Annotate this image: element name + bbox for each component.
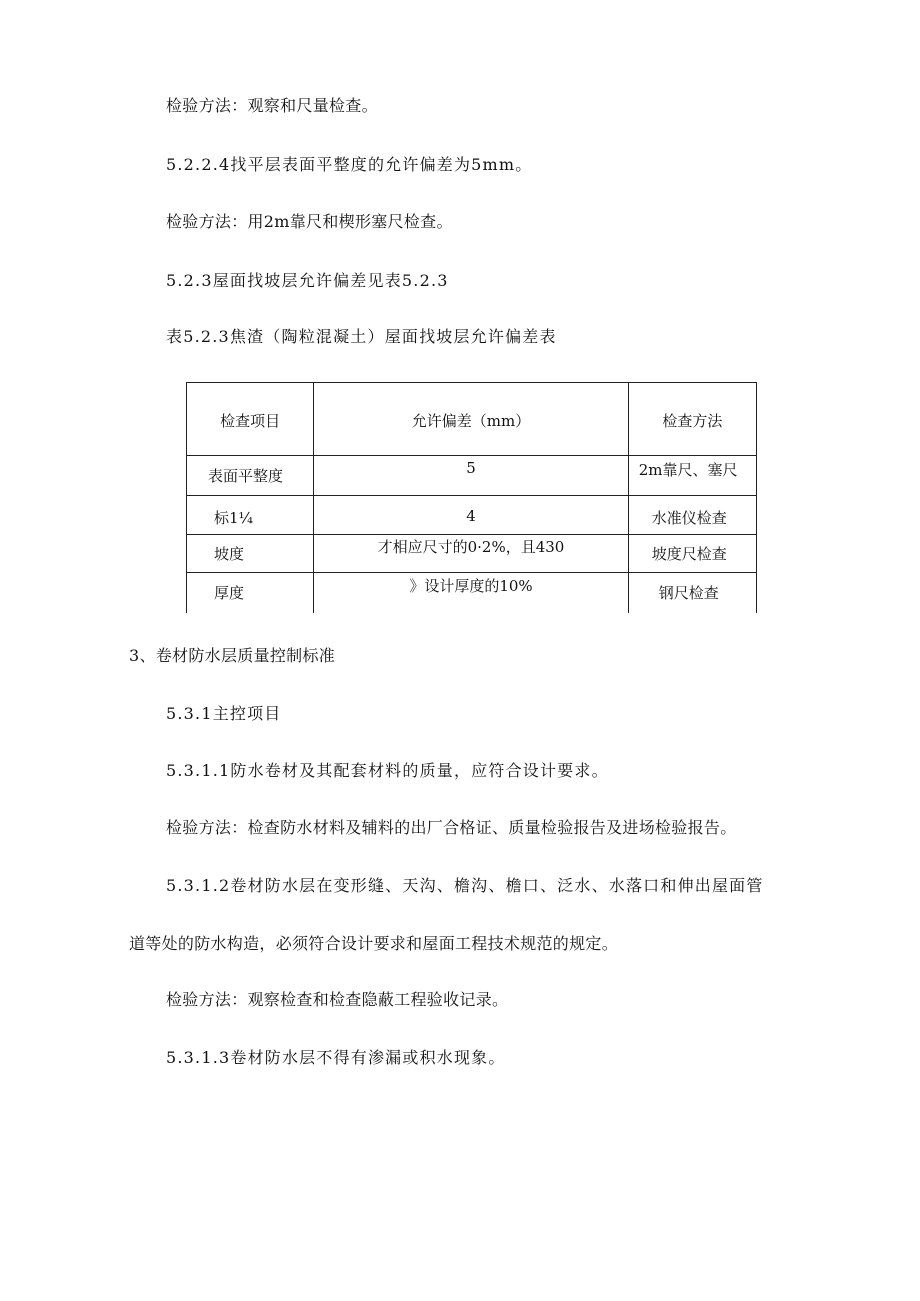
paragraph-5-3-1-1: 5.3.1.1防水卷材及其配套材料的质量，应符合设计要求。 xyxy=(166,761,609,780)
table-row xyxy=(187,456,757,496)
paragraph-5-3-1-2-line1: 5.3.1.2卷材防水层在变形缝、天沟、檐沟、檐口、泛水、水落口和伸出屋面管 xyxy=(166,876,764,895)
paragraph-5-3-1: 5.3.1主控项目 xyxy=(166,704,282,723)
paragraph-5-2-3: 5.2.3屋面找坡层允许偏差见表5.2.3 xyxy=(166,271,449,290)
table-cell: 厚度 xyxy=(187,573,314,613)
table-row xyxy=(187,573,757,613)
paragraph-inspection-method-3: 检验方法：检查防水材料及辅料的出厂合格证、质量检验报告及进场检验报告。 xyxy=(166,818,737,837)
paragraph-5-2-2-4: 5.2.2.4找平层表面平整度的允许偏差为5mm。 xyxy=(166,155,533,174)
header-cell: 检查项目 xyxy=(187,383,314,456)
table-cell: 4 xyxy=(314,496,629,535)
paragraph-5-3-1-2-line2: 道等处的防水构造，必须符合设计要求和屋面工程技术规范的规定。 xyxy=(129,934,619,953)
section-heading-3: 3、卷材防水层质量控制标准 xyxy=(129,646,336,665)
table-cell: 坡度尺检查 xyxy=(628,535,756,573)
table-cell: 水准仪检查 xyxy=(628,496,756,535)
table-row xyxy=(187,496,757,535)
table-cell: 5 xyxy=(314,456,629,496)
table-cell: 才相应尺寸的0·2%，且430 xyxy=(314,535,629,573)
tolerance-table xyxy=(186,382,757,613)
table-caption: 表5.2.3焦渣（陶粒混凝土）屋面找坡层允许偏差表 xyxy=(166,327,557,346)
paragraph-inspection-method-1: 检验方法：观察和尺量检查。 xyxy=(166,96,378,115)
header-cell: 检查方法 xyxy=(628,383,756,456)
table-row xyxy=(187,535,757,573)
table-header-row xyxy=(187,383,757,456)
table-cell: 2m靠尺、塞尺 xyxy=(628,456,756,496)
table-cell: 坡度 xyxy=(187,535,314,573)
paragraph-5-3-1-3: 5.3.1.3卷材防水层不得有渗漏或积水现象。 xyxy=(166,1048,506,1067)
table-cell: 标1¼ xyxy=(187,496,314,535)
paragraph-inspection-method-4: 检验方法：观察检查和检查隐蔽工程验收记录。 xyxy=(166,990,509,1009)
table-cell: 》设计厚度的10% xyxy=(314,573,629,613)
table-cell: 钢尺检查 xyxy=(628,573,756,613)
header-cell: 允许偏差（mm） xyxy=(314,383,629,456)
table-cell: 表面平整度 xyxy=(187,456,314,496)
paragraph-inspection-method-2: 检验方法：用2m靠尺和楔形塞尺检查。 xyxy=(166,212,453,231)
